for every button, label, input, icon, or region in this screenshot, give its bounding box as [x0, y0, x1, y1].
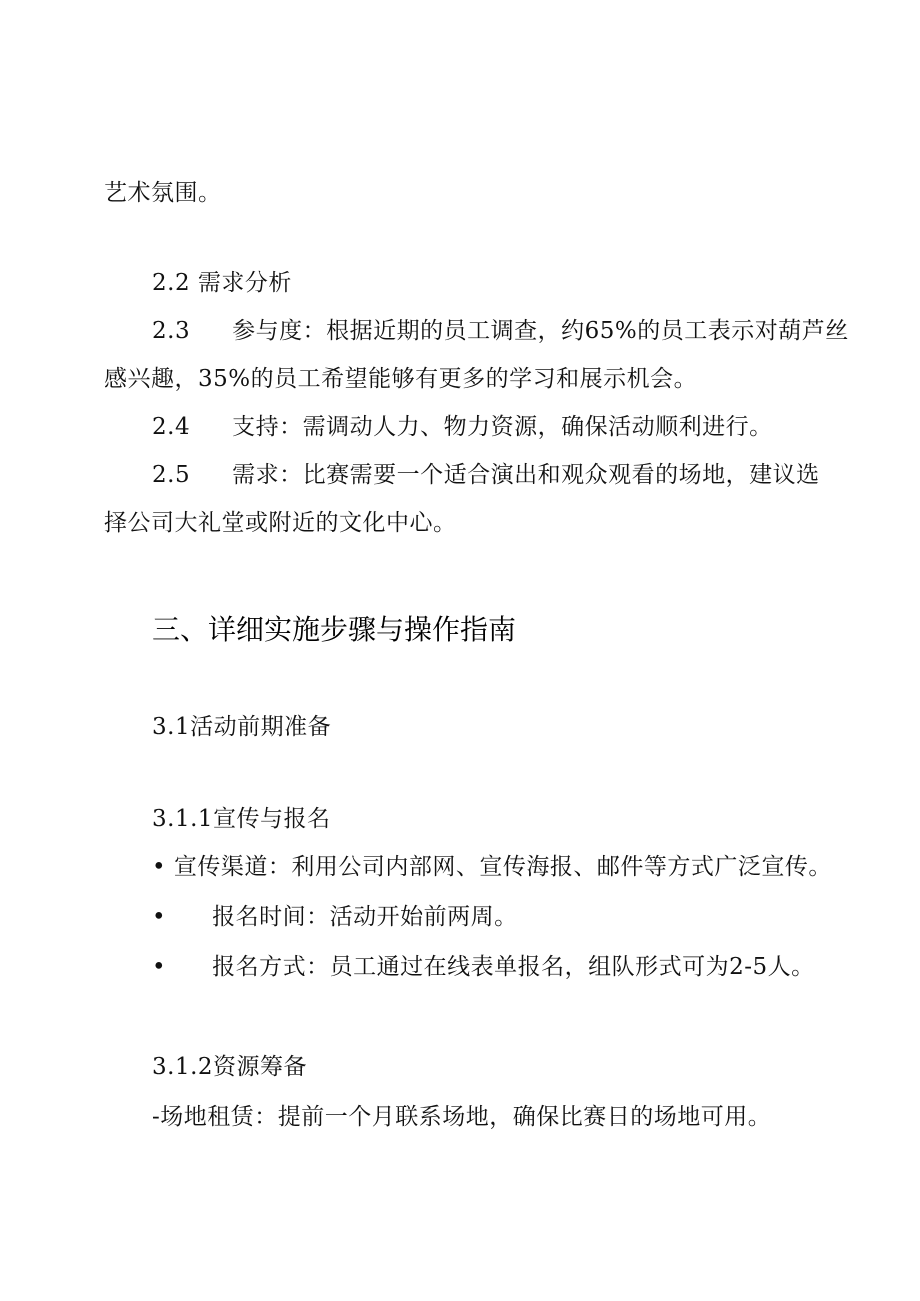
bullet-text: 报名方式：员工通过在线表单报名，组队形式可为2-5人。	[212, 954, 815, 980]
bullet-item	[152, 902, 518, 932]
item-2-4-text: 支持：需调动人力、物力资源，确保活动顺利进行。	[232, 414, 773, 440]
section-3-1-1-title: 3.1.1宣传与报名	[152, 806, 331, 832]
dash-list-item: -场地租赁：提前一个月联系场地，确保比赛日的场地可用。	[152, 1104, 772, 1130]
bullet-text: 宣传渠道：利用公司内部网、宣传海报、邮件等方式广泛宣传。	[173, 854, 832, 880]
bullet-item	[152, 952, 815, 982]
section-3-heading: 三、详细实施步骤与操作指南	[152, 613, 517, 646]
item-2-3-line-1	[152, 316, 849, 346]
item-2-3-line-2: 感兴趣，35%的员工希望能够有更多的学习和展示机会。	[104, 366, 698, 392]
section-2-2-title: 2.2 需求分析	[152, 270, 292, 296]
item-2-4-number: 2.4	[152, 414, 191, 440]
item-2-5-text-1: 需求：比赛需要一个适合演出和观众观看的场地，建议选	[232, 462, 820, 488]
item-2-5-line-1	[152, 460, 820, 490]
section-3-1-title: 3.1活动前期准备	[152, 714, 332, 740]
bullet-item	[152, 852, 832, 882]
bullet-marker: •	[152, 904, 167, 930]
item-2-5-line-2: 择公司大礼堂或附近的文化中心。	[104, 510, 457, 536]
bullet-text: 报名时间：活动开始前两周。	[212, 904, 518, 930]
continuation-line: 艺术氛围。	[104, 180, 222, 206]
item-2-3-text-1: 参与度：根据近期的员工调查，约65%的员工表示对葫芦丝	[232, 318, 849, 344]
section-3-1-2-title: 3.1.2资源筹备	[152, 1054, 308, 1080]
bullet-marker: •	[152, 854, 167, 880]
item-2-3-number: 2.3	[152, 318, 191, 344]
bullet-marker: •	[152, 954, 167, 980]
item-2-4	[152, 412, 773, 442]
item-2-5-number: 2.5	[152, 462, 191, 488]
